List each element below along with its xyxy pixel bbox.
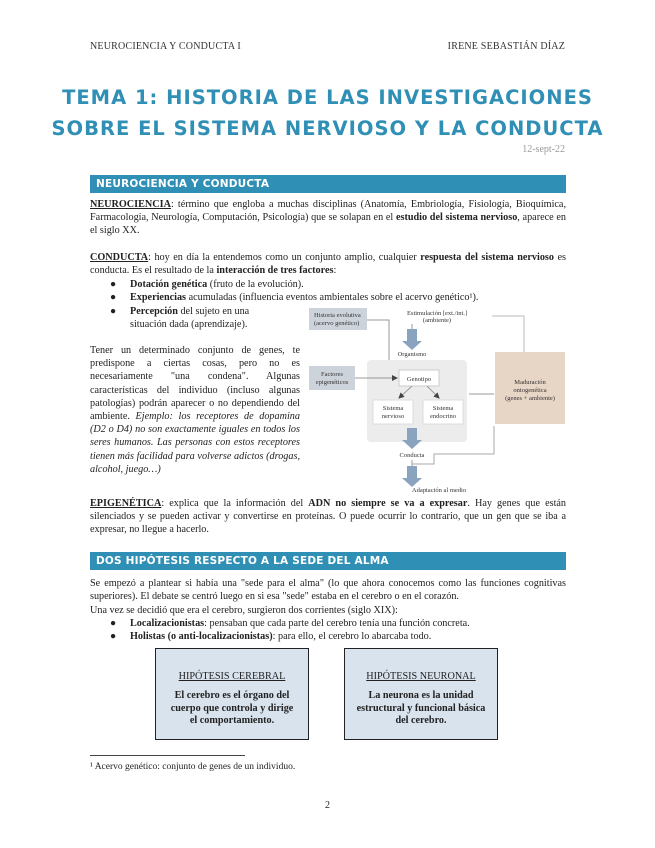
text: es conducta. Es el resultado de la [90,252,566,277]
diagram-label: Genotipo [406,376,432,383]
paragraph-neurociencia [90,198,566,238]
diagram-label: Sistema [382,405,404,412]
text: : para ello, el cerebro lo abarcaba todo. [272,631,432,642]
box-title: HIPÓTESIS CEREBRAL [178,671,286,682]
sn-box [373,400,413,424]
italic-example: Ejemplo: los receptores de dopamina (D2 o D4) no son exactamente iguales en todos los seres humanos. Las personas con estos receptores tienen más facilidad para volverse adictos (drogas, alcohol, juego…) [90,411,300,475]
bold-text: Localizacionistas [130,618,205,629]
page-title-line2: SOBRE EL SISTEMA NERVIOSO Y LA CONDUCTA [51,117,604,140]
bold-text: Percepción [130,306,178,317]
diagram-label: Conducta [399,452,425,459]
hipotesis-neuronal-box [344,648,498,740]
page-title-line1: TEMA 1: HISTORIA DE LAS INVESTIGACIONES [62,86,593,109]
term-neurociencia: NEUROCIENCIA [90,199,171,210]
diagram-label: endocrino [430,413,456,420]
diagram-label: Factores [320,371,344,378]
hipotesis-cerebral-box [155,648,309,740]
box-title: HIPÓTESIS NEURONAL [366,671,476,682]
text: : pensaban que cada parte del cerebro tenía una función concreta. [204,618,470,629]
term-conducta: CONDUCTA [90,252,149,263]
diagram-label: Organismo [397,351,427,358]
footnote: ¹ Acervo genético: conjunto de genes de un individuo. [90,762,296,772]
text: : término que engloba a muchas disciplinas (Anatomía, Embriología, Fisiología, Bioquímica, Farmacología, Neurología, Computación, Psicología) que se solapan en el [90,199,566,224]
diagram-label: ontogenética [513,387,547,394]
text: : hoy en día la entendemos como un conjunto amplio, cualquier [148,252,421,263]
bold-text: Dotación genética [130,279,208,290]
text: : [333,265,337,277]
bold-text: interacción de tres factores [216,265,334,277]
text: (fruto de la evolución). [207,279,304,290]
paragraph-genes [90,344,300,476]
bold-text: Experiencias [130,292,187,303]
box-body: El cerebro es el órgano del cuerpo que controla y dirige el comportamiento. [170,690,294,726]
diagram-label: (ambiente) [422,317,452,324]
bullet-icon: ● [110,292,117,303]
term-epigenetica: EPIGENÉTICA [90,498,162,509]
section-heading-hipotesis: DOS HIPÓTESIS RESPECTO A LA SEDE DEL ALMA [90,552,566,570]
text: : explica que la información del [161,498,309,509]
bullet-icon: ● [110,618,117,629]
paragraph-corrientes: Una vez se decidió que era el cerebro, surgieron dos corrientes (siglo XIX): [90,605,398,616]
arrow-down-icon [407,329,417,341]
running-header-left: NEUROCIENCIA Y CONDUCTA I [90,41,241,52]
bold-text: ADN no siempre se va a expresar [308,498,468,509]
date-label: 12-sept-22 [522,144,565,155]
se-box [423,400,463,424]
diagram-label: Sistema [432,405,454,412]
text: acumuladas (influencia eventos ambientales sobre el acervo genético¹). [186,292,479,303]
diagram-label: nervioso [381,413,405,420]
diagram-label: (acervo genético) [314,320,360,327]
text: Tener un determinado conjunto de genes, te predispone a ciertas cosas, pero no es necesariamente "una condena". Algunas características del individuo (incluso algunas patologías) podrán aparecer o no dependiendo del ambiente. [90,345,300,423]
page-number: 2 [325,800,330,811]
diagram-label: (genes + ambiente) [505,395,555,402]
bold-text: Holistas (o anti-localizacionistas) [130,631,273,642]
diagram-label: Estimulación [ext./int.] [406,310,468,317]
paragraph-epigenetica [90,497,566,537]
paragraph-sede-alma: Se empezó a plantear si había una "sede para el alma" (lo que ahora conocemos como las funciones cognitivas superiores). El debate se centró luego en si esa "sede" estaba en el cerebro o en el corazón. [90,578,566,603]
arrow-down-icon [407,428,417,440]
text: . Hay genes que están silenciados y se pueden activar y convertirse en proteínas. O puede ocurrir lo contrario, que un gen que se iba a expresar, no llegue a hacerlo. [90,498,567,536]
behavior-diagram [309,304,566,494]
text: situación dada (aprendizaje). [130,319,248,330]
diagram-label: Historia evolutiva [314,312,361,319]
diagram-label: Adaptación al medio [411,487,467,494]
diagram-label: Maduración [514,379,546,386]
bullet-icon: ● [110,279,117,290]
diagram-label: epigenéticos [315,379,349,386]
text: , aparece en el siglo XX. [90,212,566,237]
bullet-icon: ● [110,631,117,642]
factores-box [309,366,355,390]
box-body: La neurona es la unidad estructural y funcional básica del cerebro. [356,690,486,726]
running-header-right: IRENE SEBASTIÁN DÍAZ [447,41,565,52]
bullet-icon: ● [110,306,117,317]
text: del sujeto en una [177,306,250,317]
section-heading-neurociencia: NEUROCIENCIA Y CONDUCTA [90,175,566,193]
paragraph-conducta [90,251,566,277]
arrow-down-icon [407,466,417,478]
bold-text: respuesta del sistema nervioso [420,252,554,263]
footnote-divider [90,755,245,756]
bold-text: estudio del sistema nervioso [395,212,518,224]
